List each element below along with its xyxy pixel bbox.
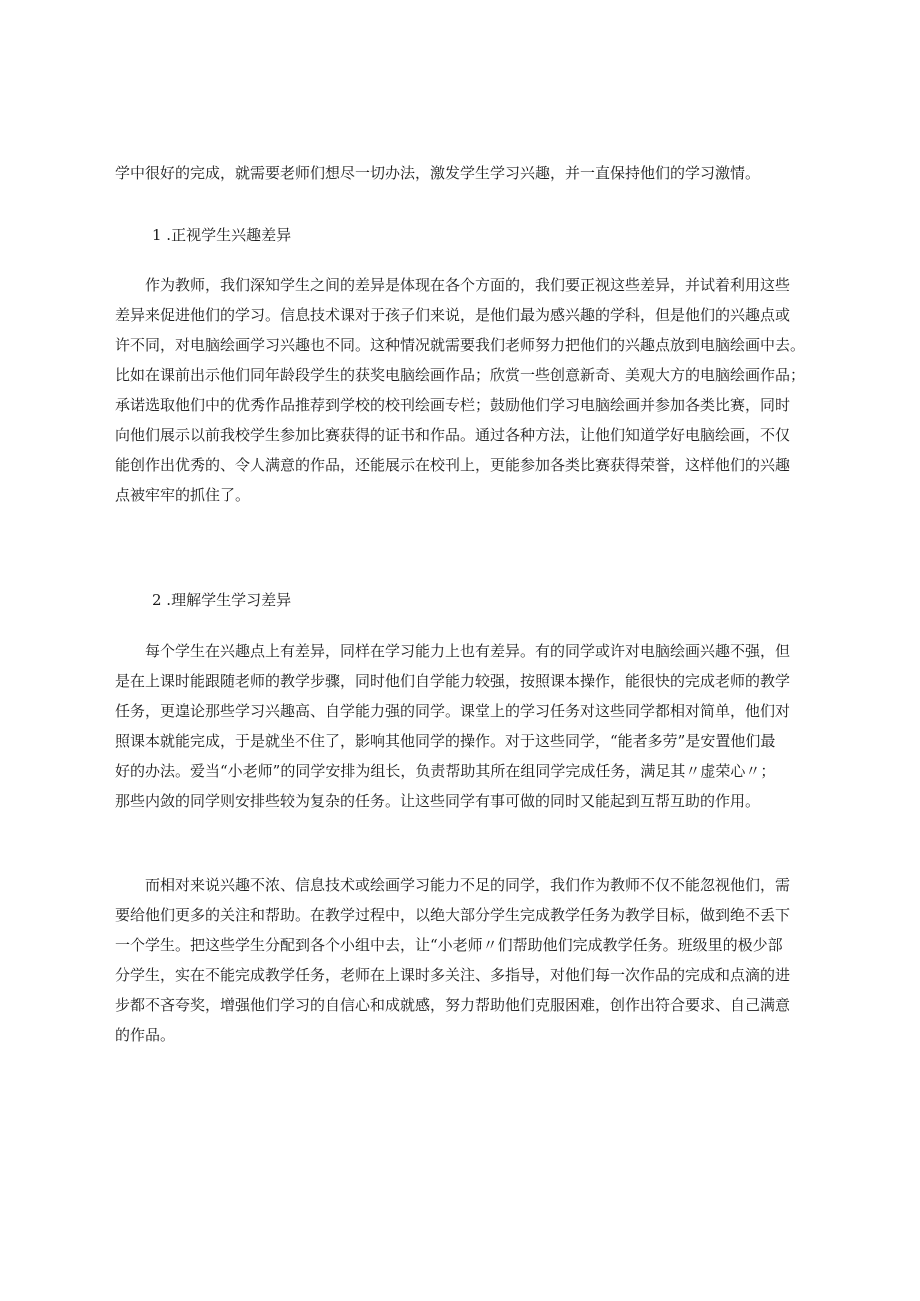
text-line: 许不同，对电脑绘画学习兴趣也不同。这种情况就需要我们老师努力把他们的兴趣点放到电脑绘画中去。	[115, 336, 806, 354]
text-line: 那些内敛的同学则安排些较为复杂的任务。让这些同学有事可做的同时又能起到互帮互助的作用。	[115, 792, 761, 810]
text-line: 是在上课时能跟随老师的教学步骤，同时他们自学能力较强，按照课本操作，能很快的完成老师的教学	[115, 672, 791, 690]
text-line: 一个学生。把这些学生分配到各个小组中去，让“小老师〃们帮助他们完成教学任务。班级里的极少部	[115, 936, 783, 954]
text-line: 任务，更遑论那些学习兴趣高、自学能力强的同学。课堂上的学习任务对这些同学都相对简单，他们对	[115, 702, 791, 720]
section-heading-2: 2 .理解学生学习差异	[152, 591, 292, 609]
section-heading-1: 1 .正视学生兴趣差异	[152, 226, 292, 244]
text-line: 而相对来说兴趣不浓、信息技术或绘画学习能力不足的同学，我们作为教师不仅不能忽视他们，需	[115, 876, 791, 894]
text-line: 承诺选取他们中的优秀作品推荐到学校的校刊绘画专栏；鼓励他们学习电脑绘画并参加各类比赛，同时	[115, 396, 791, 414]
section-2-paragraph-1	[115, 636, 820, 816]
text-line: 步都不吝夸奖，增强他们学习的自信心和成就感，努力帮助他们克服困难，创作出符合要求、自己满意	[115, 996, 791, 1014]
text-line: 点被牢牢的抓住了。	[115, 486, 251, 504]
text-line: 照课本就能完成，于是就坐不住了，影响其他同学的操作。对于这些同学，“能者多劳”是安置他们最	[115, 732, 776, 750]
text-line: 向他们展示以前我校学生参加比赛获得的证书和作品。通过各种方法，让他们知道学好电脑绘画，不仅	[115, 426, 791, 444]
section-2-paragraph-2	[115, 870, 820, 1050]
intro-paragraph	[115, 158, 820, 188]
text-line: 能创作出优秀的、令人满意的作品，还能展示在校刊上，更能参加各类比赛获得荣誉，这样他们的兴趣	[115, 456, 791, 474]
text-line: 比如在课前出示他们同年龄段学生的获奖电脑绘画作品；欣赏一些创意新奇、美观大方的电脑绘画作品；	[115, 366, 806, 384]
text-line: 差异来促进他们的学习。信息技术课对于孩子们来说，是他们最为感兴趣的学科，但是他们的兴趣点或	[115, 306, 791, 324]
section-1-paragraph-1	[115, 270, 820, 510]
text-line: 每个学生在兴趣点上有差异，同样在学习能力上也有差异。有的同学或许对电脑绘画兴趣不强，但	[115, 642, 791, 660]
text-line: 的作品。	[115, 1026, 176, 1044]
text-line: 分学生，实在不能完成教学任务，老师在上课时多关注、多指导，对他们每一次作品的完成和点滴的进	[115, 966, 791, 984]
text-line: 好的办法。爱当“小老师”的同学安排为组长，负责帮助其所在组同学完成任务，满足其〃虚荣心〃；	[115, 762, 776, 780]
text-line: 学中很好的完成，就需要老师们想尽一切办法，激发学生学习兴趣，并一直保持他们的学习激情。	[115, 164, 761, 182]
text-line: 要给他们更多的关注和帮助。在教学过程中，以绝大部分学生完成教学任务为教学目标，做到绝不丢下	[115, 906, 791, 924]
text-line: 作为教师，我们深知学生之间的差异是体现在各个方面的，我们要正视这些差异，并试着利用这些	[115, 276, 791, 294]
